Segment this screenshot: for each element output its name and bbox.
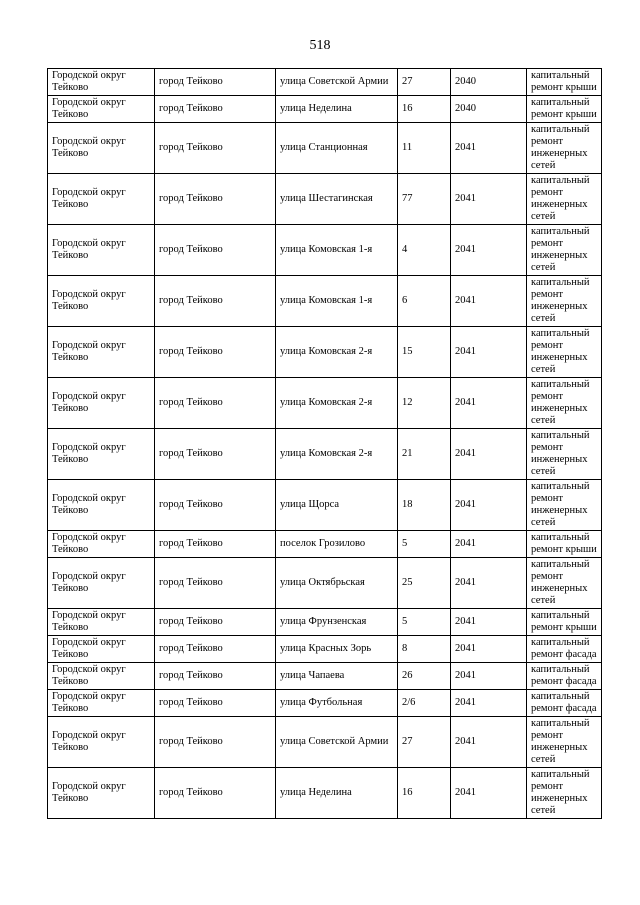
year-cell: 2041 — [451, 276, 527, 327]
street-cell: улица Неделина — [276, 96, 398, 123]
district-cell: Городской округ Тейково — [48, 96, 155, 123]
year-cell: 2041 — [451, 636, 527, 663]
street-cell: улица Неделина — [276, 768, 398, 819]
table-row — [48, 531, 602, 558]
table-row — [48, 663, 602, 690]
house-number-cell: 26 — [398, 663, 451, 690]
locality-cell: город Тейково — [155, 717, 276, 768]
district-cell: Городской округ Тейково — [48, 429, 155, 480]
locality-cell: город Тейково — [155, 531, 276, 558]
table-row — [48, 174, 602, 225]
table-row — [48, 636, 602, 663]
locality-cell: город Тейково — [155, 225, 276, 276]
locality-cell: город Тейково — [155, 429, 276, 480]
street-cell: улица Комовская 1-я — [276, 225, 398, 276]
locality-cell: город Тейково — [155, 378, 276, 429]
locality-cell: город Тейково — [155, 636, 276, 663]
street-cell: поселок Грозилово — [276, 531, 398, 558]
locality-cell: город Тейково — [155, 69, 276, 96]
page-number: 518 — [309, 38, 331, 53]
table-row — [48, 717, 602, 768]
year-cell: 2041 — [451, 663, 527, 690]
house-number-cell: 21 — [398, 429, 451, 480]
district-cell: Городской округ Тейково — [48, 690, 155, 717]
year-cell: 2041 — [451, 609, 527, 636]
house-number-cell: 6 — [398, 276, 451, 327]
street-cell: улица Щорса — [276, 480, 398, 531]
locality-cell: город Тейково — [155, 690, 276, 717]
work-type-cell: капитальный ремонт инженерных сетей — [527, 480, 602, 531]
district-cell: Городской округ Тейково — [48, 531, 155, 558]
work-type-cell: капитальный ремонт инженерных сетей — [527, 276, 602, 327]
table-row — [48, 378, 602, 429]
street-cell: улица Комовская 2-я — [276, 378, 398, 429]
district-cell: Городской округ Тейково — [48, 768, 155, 819]
district-cell: Городской округ Тейково — [48, 69, 155, 96]
house-number-cell: 5 — [398, 609, 451, 636]
district-cell: Городской округ Тейково — [48, 480, 155, 531]
work-type-cell: капитальный ремонт крыши — [527, 69, 602, 96]
district-cell: Городской округ Тейково — [48, 225, 155, 276]
work-type-cell: капитальный ремонт фасада — [527, 663, 602, 690]
year-cell: 2041 — [451, 174, 527, 225]
locality-cell: город Тейково — [155, 558, 276, 609]
district-cell: Городской округ Тейково — [48, 327, 155, 378]
street-cell: улица Красных Зорь — [276, 636, 398, 663]
district-cell: Городской округ Тейково — [48, 717, 155, 768]
street-cell: улица Советской Армии — [276, 717, 398, 768]
street-cell: улица Шестагинская — [276, 174, 398, 225]
year-cell: 2041 — [451, 123, 527, 174]
house-number-cell: 12 — [398, 378, 451, 429]
house-number-cell: 16 — [398, 96, 451, 123]
street-cell: улица Чапаева — [276, 663, 398, 690]
house-number-cell: 4 — [398, 225, 451, 276]
district-cell: Городской округ Тейково — [48, 663, 155, 690]
street-cell: улица Фрунзенская — [276, 609, 398, 636]
house-number-cell: 27 — [398, 717, 451, 768]
year-cell: 2041 — [451, 531, 527, 558]
year-cell: 2041 — [451, 225, 527, 276]
year-cell: 2041 — [451, 327, 527, 378]
work-type-cell: капитальный ремонт фасада — [527, 636, 602, 663]
district-cell: Городской округ Тейково — [48, 558, 155, 609]
table-row — [48, 96, 602, 123]
table-row — [48, 558, 602, 609]
work-type-cell: капитальный ремонт инженерных сетей — [527, 378, 602, 429]
work-type-cell: капитальный ремонт инженерных сетей — [527, 768, 602, 819]
year-cell: 2041 — [451, 378, 527, 429]
table-row — [48, 609, 602, 636]
work-type-cell: капитальный ремонт инженерных сетей — [527, 558, 602, 609]
table-row — [48, 480, 602, 531]
locality-cell: город Тейково — [155, 276, 276, 327]
district-cell: Городской округ Тейково — [48, 609, 155, 636]
street-cell: улица Комовская 1-я — [276, 276, 398, 327]
year-cell: 2041 — [451, 429, 527, 480]
locality-cell: город Тейково — [155, 609, 276, 636]
locality-cell: город Тейково — [155, 327, 276, 378]
work-type-cell: капитальный ремонт инженерных сетей — [527, 225, 602, 276]
house-number-cell: 27 — [398, 69, 451, 96]
year-cell: 2041 — [451, 558, 527, 609]
repair-schedule-table — [47, 68, 602, 819]
work-type-cell: капитальный ремонт инженерных сетей — [527, 123, 602, 174]
work-type-cell: капитальный ремонт инженерных сетей — [527, 429, 602, 480]
table-row — [48, 690, 602, 717]
year-cell: 2041 — [451, 690, 527, 717]
table-row — [48, 429, 602, 480]
table-row — [48, 768, 602, 819]
table-row — [48, 225, 602, 276]
street-cell: улица Советской Армии — [276, 69, 398, 96]
district-cell: Городской округ Тейково — [48, 378, 155, 429]
locality-cell: город Тейково — [155, 480, 276, 531]
district-cell: Городской округ Тейково — [48, 636, 155, 663]
street-cell: улица Комовская 2-я — [276, 327, 398, 378]
street-cell: улица Комовская 2-я — [276, 429, 398, 480]
work-type-cell: капитальный ремонт крыши — [527, 96, 602, 123]
house-number-cell: 15 — [398, 327, 451, 378]
house-number-cell: 77 — [398, 174, 451, 225]
work-type-cell: капитальный ремонт инженерных сетей — [527, 327, 602, 378]
year-cell: 2040 — [451, 69, 527, 96]
district-cell: Городской округ Тейково — [48, 174, 155, 225]
street-cell: улица Станционная — [276, 123, 398, 174]
locality-cell: город Тейково — [155, 96, 276, 123]
district-cell: Городской округ Тейково — [48, 123, 155, 174]
house-number-cell: 25 — [398, 558, 451, 609]
work-type-cell: капитальный ремонт фасада — [527, 690, 602, 717]
work-type-cell: капитальный ремонт крыши — [527, 609, 602, 636]
work-type-cell: капитальный ремонт инженерных сетей — [527, 717, 602, 768]
locality-cell: город Тейково — [155, 174, 276, 225]
work-type-cell: капитальный ремонт крыши — [527, 531, 602, 558]
year-cell: 2041 — [451, 480, 527, 531]
table-row — [48, 327, 602, 378]
locality-cell: город Тейково — [155, 768, 276, 819]
locality-cell: город Тейково — [155, 663, 276, 690]
table-row — [48, 69, 602, 96]
house-number-cell: 18 — [398, 480, 451, 531]
street-cell: улица Октябрьская — [276, 558, 398, 609]
year-cell: 2041 — [451, 768, 527, 819]
district-cell: Городской округ Тейково — [48, 276, 155, 327]
house-number-cell: 2/6 — [398, 690, 451, 717]
year-cell: 2040 — [451, 96, 527, 123]
table-body — [48, 69, 602, 819]
locality-cell: город Тейково — [155, 123, 276, 174]
house-number-cell: 5 — [398, 531, 451, 558]
year-cell: 2041 — [451, 717, 527, 768]
house-number-cell: 8 — [398, 636, 451, 663]
table-row — [48, 276, 602, 327]
house-number-cell: 11 — [398, 123, 451, 174]
street-cell: улица Футбольная — [276, 690, 398, 717]
work-type-cell: капитальный ремонт инженерных сетей — [527, 174, 602, 225]
table-row — [48, 123, 602, 174]
house-number-cell: 16 — [398, 768, 451, 819]
